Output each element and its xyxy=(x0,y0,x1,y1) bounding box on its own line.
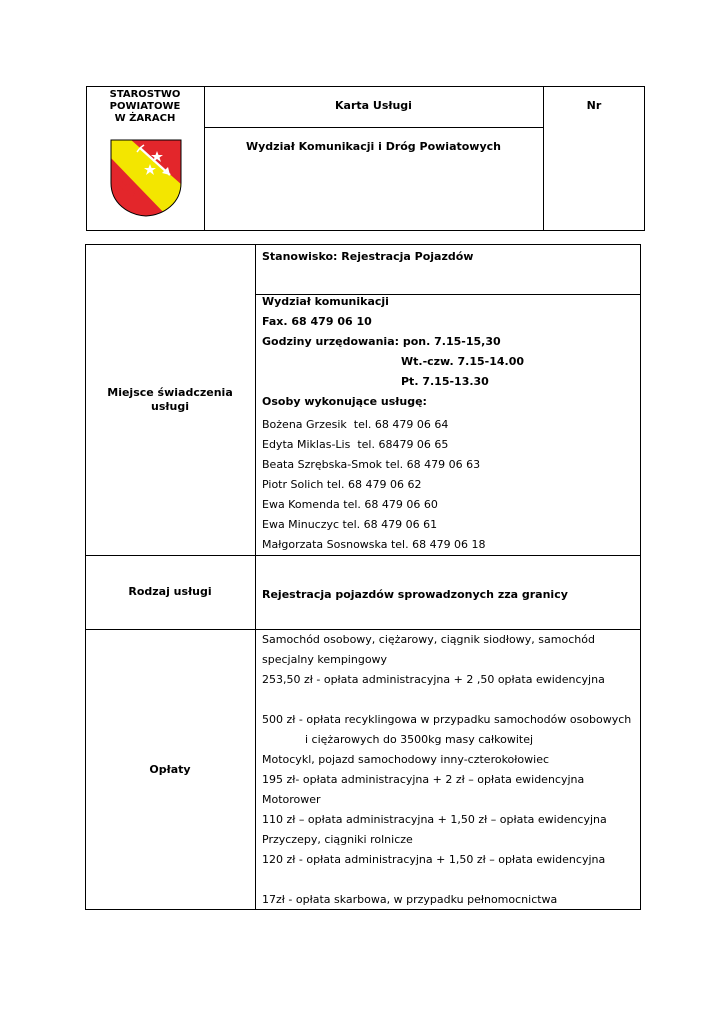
staff-contact: Ewa Minuczyc tel. 68 479 06 61 xyxy=(262,518,438,531)
office-name: Wydział komunikacji xyxy=(262,295,389,308)
staff-contact: Edyta Miklas-Lis tel. 68479 06 65 xyxy=(262,438,449,451)
fee-line: 120 zł - opłata administracyjna + 1,50 zł – opłata ewidencyjna xyxy=(262,853,606,866)
nr-label: Nr xyxy=(586,99,602,112)
staff-contact: Małgorzata Sosnowska tel. 68 479 06 18 xyxy=(262,538,486,551)
fee-line: 17zł - opłata skarbowa, w przypadku pełnomocnictwa xyxy=(262,893,558,906)
institution-line: STAROSTWO xyxy=(109,89,181,100)
institution-line: POWIATOWE xyxy=(109,101,181,112)
fee-line xyxy=(262,690,631,710)
fee-line: Motorower xyxy=(262,793,321,806)
fee-line: Motocykl, pojazd samochodowy inny-czterokołowiec xyxy=(262,753,550,766)
staff-contact: Piotr Solich tel. 68 479 06 62 xyxy=(262,478,422,491)
staff-contact: Bożena Grzesik tel. 68 479 06 64 xyxy=(262,418,449,431)
fee-line: 500 zł - opłata recyklingowa w przypadku samochodów osobowych xyxy=(262,713,632,726)
staff-contact: Beata Szrębska-Smok tel. 68 479 06 63 xyxy=(262,458,481,471)
office-hours-fri: Pt. 7.15-13.30 xyxy=(401,375,489,388)
department-name: Wydział Komunikacji i Dróg Powiatowych xyxy=(246,140,501,153)
place-label-text: Miejsce świadczenia usługi xyxy=(107,386,233,413)
card-title: Karta Usługi xyxy=(335,99,412,112)
fees-label: Opłaty xyxy=(149,763,191,776)
position-title: Stanowisko: Rejestracja Pojazdów xyxy=(262,250,474,263)
fax-number: Fax. 68 479 06 10 xyxy=(262,315,372,328)
staff-label: Osoby wykonujące usługę: xyxy=(262,395,427,408)
header-divider-middle xyxy=(204,127,544,128)
fee-line: 110 zł – opłata administracyjna + 1,50 zł – opłata ewidencyjna xyxy=(262,813,607,826)
staff-list xyxy=(262,415,486,555)
fee-line: Przyczepy, ciągniki rolnicze xyxy=(262,833,413,846)
main-column-divider xyxy=(255,244,256,910)
fee-line: 253,50 zł - opłata administracyjna + 2 ,50 opłata ewidencyjna xyxy=(262,673,605,686)
place-label xyxy=(85,386,255,414)
institution-line: W ŻARACH xyxy=(114,113,176,124)
fee-line: 195 zł- opłata administracyjna + 2 zł – opłata ewidencyjna xyxy=(262,773,585,786)
fee-line: specjalny kempingowy xyxy=(262,653,388,666)
staff-contact: Ewa Komenda tel. 68 479 06 60 xyxy=(262,498,438,511)
place-row-divider xyxy=(85,555,641,556)
fee-line xyxy=(262,870,631,890)
fee-line: Samochód osobowy, ciężarowy, ciągnik siodłowy, samochód xyxy=(262,633,595,646)
coat-of-arms-icon xyxy=(110,139,182,217)
office-hours: Godziny urzędowania: pon. 7.15-15,30 xyxy=(262,335,501,348)
institution-name xyxy=(86,89,204,125)
office-hours-tue-thu: Wt.-czw. 7.15-14.00 xyxy=(401,355,525,368)
fee-line: i ciężarowych do 3500kg masy całkowitej xyxy=(305,733,534,746)
fees-list xyxy=(262,630,631,910)
service-value: Rejestracja pojazdów sprowadzonych zza granicy xyxy=(262,588,568,601)
service-label: Rodzaj usługi xyxy=(128,585,212,598)
